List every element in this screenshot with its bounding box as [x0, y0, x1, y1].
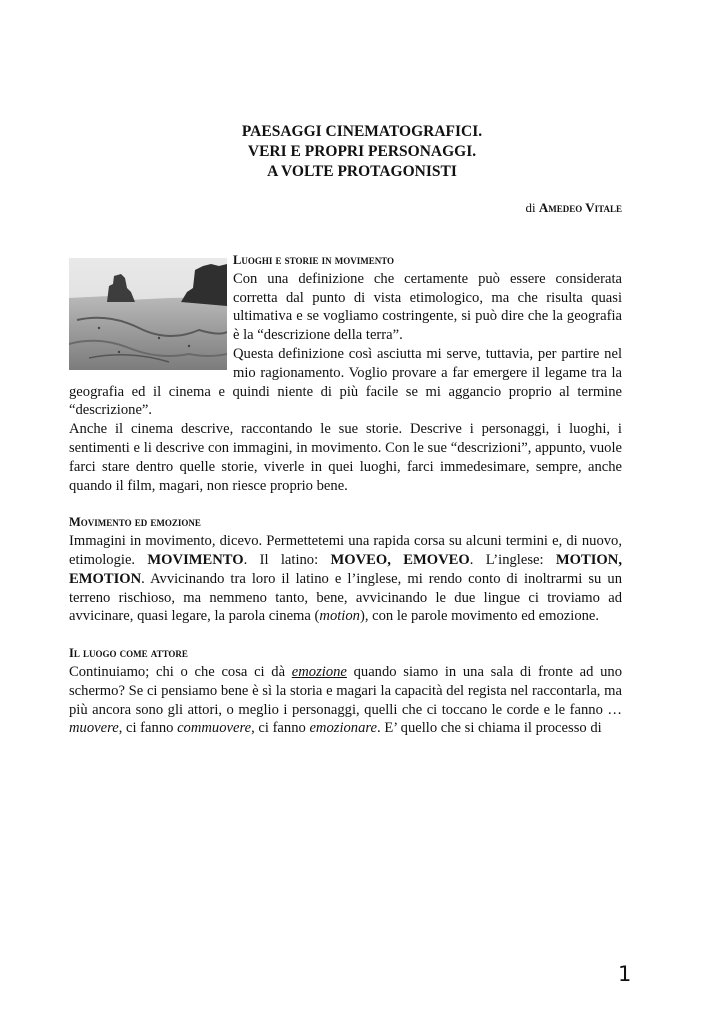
article-body	[69, 251, 622, 738]
title-line-3: A VOLTE PROTAGONISTI	[267, 163, 457, 180]
section-heading-luoghi: Luoghi e storie in movimento	[233, 253, 395, 267]
author-name: Amedeo Vitale	[538, 200, 622, 215]
paragraph: Anche il cinema descrive, raccontando le sue storie. Descrive i personaggi, i luoghi, i sentimenti e li descrive con immagini, in movimento. Con le sue “descrizioni”, appunto, vuole farci stare dentro quelle storie, viverle in quei luoghi, farci immedesimare, sempre, anche quando il film, magari, non riesce proprio bene.	[69, 421, 622, 494]
paragraph: Continuiamo; chi o che cosa ci dà emozione quando siamo in una sala di fronte ad uno schermo? Se ci pensiamo bene è sì la storia e magari la capacità del regista nel raccontarla, ma più ancora sono gli attori, o meglio i personaggi, quelli che ci toccano le corde e le fanno … muovere, ci fanno commuovere, ci fanno emozionare. E’ quello che si chiama il processo di	[69, 663, 622, 737]
paragraph: Questa definizione così asciutta mi serve, tuttavia, per partire nel mio ragionamento. Voglio provare a far emergere il legame tra la geografia ed il cinema e quindi niente di più facile se mi aggancio proprio al termine “descrizione”.	[69, 345, 622, 419]
title-line-1: PAESAGGI CINEMATOGRAFICI.	[241, 123, 483, 140]
paragraph: Con una definizione che certamente può essere considerata corretta dal punto di vista etimologico, ma che risulta quasi ultimativa e se vogliamo costringente, si può dire che la geografia è la “descrizione della terra”.	[233, 270, 622, 344]
section-heading-movimento: Movimento ed emozione	[69, 515, 201, 530]
author-prefix: di	[525, 200, 536, 215]
section-heading-luogo-attore: Il luogo come attore	[69, 646, 188, 661]
paragraph: Immagini in movimento, dicevo. Permettetemi una rapida corsa su alcuni termini e, di nuovo, etimologie. MOVIMENTO. Il latino: MOVEO, EMOVEO. L’inglese: MOTION, EMOTION. Avvicinando tra loro il latino e l’inglese, mi rendo conto di inoltrarmi su un terreno rischioso, ma nemmeno tanto, bene, avvicinando le due lingue ci troviamo ad avvicinare, quasi legare, la parola cinema (motion), con le parole movimento ed emozione.	[69, 533, 622, 625]
title-line-2: VERI E PROPRI PERSONAGGI.	[247, 143, 477, 160]
page-number: 1	[618, 962, 632, 986]
desert-landscape-photo	[69, 258, 227, 370]
author-line	[525, 200, 622, 216]
document-title	[0, 122, 724, 182]
